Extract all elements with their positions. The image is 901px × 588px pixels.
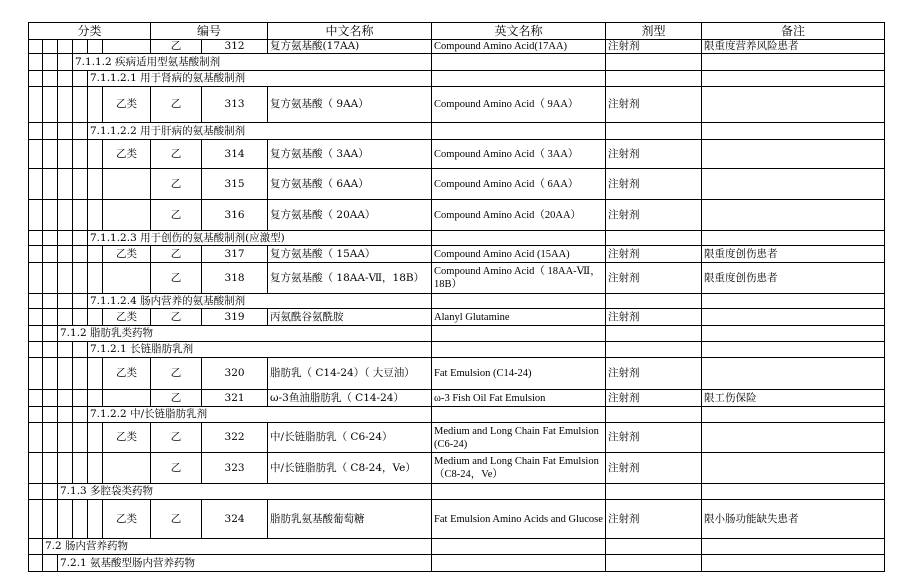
indent-cell (58, 169, 73, 200)
section-row (29, 484, 885, 500)
section-form-cell (432, 555, 606, 572)
section-remark-cell (606, 123, 702, 140)
indent-cell (29, 555, 43, 572)
indent-cell (43, 423, 58, 453)
grade-cell: 乙 (151, 390, 202, 407)
table-row (29, 263, 885, 294)
indent-cell (58, 453, 73, 484)
remark-cell: 限工伤保险 (702, 390, 885, 407)
indent-cell (73, 407, 88, 423)
class-cell: 乙类 (103, 140, 151, 169)
section-blank-cell (702, 231, 885, 246)
section-row (29, 539, 885, 555)
indent-cell (29, 246, 43, 263)
section-row (29, 123, 885, 140)
section-remark-cell (606, 54, 702, 71)
remark-cell: 限重度创伤患者 (702, 263, 885, 294)
remark-cell (702, 423, 885, 453)
class-cell (103, 263, 151, 294)
indent-cell (88, 500, 103, 539)
section-remark-cell (606, 231, 702, 246)
indent-cell (43, 407, 58, 423)
form-cell: 注射剂 (606, 453, 702, 484)
indent-cell (43, 555, 58, 572)
indent-cell (29, 453, 43, 484)
class-cell (103, 453, 151, 484)
indent-cell (29, 407, 43, 423)
section-remark-cell (606, 326, 702, 342)
cn-name-cell: 复方氨基酸（ 15AA） (268, 246, 432, 263)
section-blank-cell (702, 539, 885, 555)
indent-cell (43, 326, 58, 342)
indent-cell (29, 140, 43, 169)
form-cell: 注射剂 (606, 87, 702, 123)
table-row (29, 140, 885, 169)
code-cell: 319 (202, 309, 268, 326)
form-cell: 注射剂 (606, 140, 702, 169)
cn-name-cell: 中/长链脂肪乳（ C6-24） (268, 423, 432, 453)
form-cell: 注射剂 (606, 309, 702, 326)
indent-cell (29, 200, 43, 231)
indent-cell (29, 54, 43, 71)
indent-cell (29, 123, 43, 140)
remark-cell (702, 169, 885, 200)
cn-name-cell: 复方氨基酸（ 3AA） (268, 140, 432, 169)
grade-cell: 乙 (151, 87, 202, 123)
indent-cell (88, 390, 103, 407)
indent-cell (58, 358, 73, 390)
indent-cell (88, 453, 103, 484)
code-cell: 315 (202, 169, 268, 200)
indent-cell (29, 484, 43, 500)
form-cell: 注射剂 (606, 169, 702, 200)
section-title: 7.1.3 多腔袋类药物 (58, 484, 432, 500)
code-cell: 323 (202, 453, 268, 484)
indent-cell (29, 500, 43, 539)
indent-cell (58, 54, 73, 71)
grade-cell: 乙 (151, 423, 202, 453)
code-cell: 318 (202, 263, 268, 294)
cn-name-cell: 复方氨基酸（ 9AA） (268, 87, 432, 123)
section-remark-cell (606, 484, 702, 500)
cn-name-cell: 脂肪乳（ C14-24）（ 大豆油） (268, 358, 432, 390)
grade-cell: 乙 (151, 169, 202, 200)
cn-name-cell: ω-3鱼油脂肪乳（ C14-24） (268, 390, 432, 407)
header-en-name: 英文名称 (432, 23, 606, 40)
grade-cell: 乙 (151, 140, 202, 169)
code-cell: 324 (202, 500, 268, 539)
indent-cell (73, 423, 88, 453)
cn-name-cell: 复方氨基酸（ 18AA-Ⅶ，18B） (268, 263, 432, 294)
indent-cell (73, 246, 88, 263)
class-cell (103, 40, 151, 54)
en-name-cell: Compound Amino Acid (15AA) (432, 246, 606, 263)
indent-cell (29, 358, 43, 390)
code-cell: 322 (202, 423, 268, 453)
class-cell (103, 169, 151, 200)
indent-cell (73, 231, 88, 246)
code-cell: 320 (202, 358, 268, 390)
table-row (29, 358, 885, 390)
table-row (29, 169, 885, 200)
form-cell: 注射剂 (606, 246, 702, 263)
indent-cell (88, 87, 103, 123)
code-cell: 321 (202, 390, 268, 407)
indent-cell (58, 87, 73, 123)
section-title: 7.1.1.2.4 肠内营养的氨基酸制剂 (88, 294, 432, 309)
en-name-cell: Compound Amino Acid（20AA） (432, 200, 606, 231)
indent-cell (43, 294, 58, 309)
indent-cell (73, 123, 88, 140)
indent-cell (73, 453, 88, 484)
cn-name-cell: 复方氨基酸（ 20AA） (268, 200, 432, 231)
indent-cell (73, 71, 88, 87)
section-row (29, 407, 885, 423)
indent-cell (43, 54, 58, 71)
cn-name-cell: 丙氨酰谷氨酰胺 (268, 309, 432, 326)
table-header-row (29, 23, 885, 40)
header-code: 编号 (151, 23, 268, 40)
indent-cell (29, 294, 43, 309)
indent-cell (58, 123, 73, 140)
indent-cell (73, 342, 88, 358)
indent-cell (43, 390, 58, 407)
indent-cell (58, 342, 73, 358)
grade-cell: 乙 (151, 40, 202, 54)
section-form-cell (432, 407, 606, 423)
section-row (29, 294, 885, 309)
drug-list-table (28, 22, 885, 572)
en-name-cell: Alanyl Glutamine (432, 309, 606, 326)
section-title: 7.1.2.1 长链脂肪乳剂 (88, 342, 432, 358)
indent-cell (88, 358, 103, 390)
section-form-cell (432, 539, 606, 555)
indent-cell (43, 200, 58, 231)
class-cell: 乙类 (103, 309, 151, 326)
indent-cell (29, 71, 43, 87)
section-row (29, 555, 885, 572)
class-cell: 乙类 (103, 358, 151, 390)
table-row (29, 40, 885, 54)
section-blank-cell (702, 294, 885, 309)
indent-cell (58, 246, 73, 263)
grade-cell: 乙 (151, 309, 202, 326)
indent-cell (73, 200, 88, 231)
table-row (29, 423, 885, 453)
indent-cell (43, 87, 58, 123)
indent-cell (29, 263, 43, 294)
grade-cell: 乙 (151, 246, 202, 263)
indent-cell (58, 140, 73, 169)
section-blank-cell (702, 342, 885, 358)
remark-cell (702, 200, 885, 231)
indent-cell (88, 200, 103, 231)
en-name-cell: Compound Amino Acid（ 9AA） (432, 87, 606, 123)
indent-cell (58, 200, 73, 231)
section-remark-cell (606, 555, 702, 572)
cn-name-cell: 脂肪乳氨基酸葡萄糖 (268, 500, 432, 539)
table-row (29, 309, 885, 326)
section-title: 7.1.1.2.1 用于肾病的氨基酸制剂 (88, 71, 432, 87)
indent-cell (43, 123, 58, 140)
grade-cell: 乙 (151, 358, 202, 390)
section-row (29, 71, 885, 87)
section-title: 7.1.1.2.2 用于肝病的氨基酸制剂 (88, 123, 432, 140)
indent-cell (73, 263, 88, 294)
indent-cell (43, 263, 58, 294)
header-remark: 备注 (702, 23, 885, 40)
class-cell: 乙类 (103, 500, 151, 539)
indent-cell (58, 407, 73, 423)
form-cell: 注射剂 (606, 263, 702, 294)
table-row (29, 87, 885, 123)
section-blank-cell (702, 326, 885, 342)
indent-cell (58, 294, 73, 309)
section-title: 7.1.2.2 中/长链脂肪乳剂 (88, 407, 432, 423)
section-form-cell (432, 54, 606, 71)
en-name-cell: Compound Amino Acid（ 6AA） (432, 169, 606, 200)
remark-cell: 限小肠功能缺失患者 (702, 500, 885, 539)
class-cell: 乙类 (103, 423, 151, 453)
indent-cell (29, 309, 43, 326)
form-cell: 注射剂 (606, 40, 702, 54)
indent-cell (73, 309, 88, 326)
table-row (29, 390, 885, 407)
table-row (29, 453, 885, 484)
indent-cell (29, 342, 43, 358)
indent-cell (43, 484, 58, 500)
indent-cell (43, 342, 58, 358)
cn-name-cell: 中/长链脂肪乳（ C8-24，Ve） (268, 453, 432, 484)
section-form-cell (432, 71, 606, 87)
indent-cell (58, 309, 73, 326)
remark-cell: 限重度创伤患者 (702, 246, 885, 263)
indent-cell (43, 71, 58, 87)
form-cell: 注射剂 (606, 423, 702, 453)
en-name-cell: ω-3 Fish Oil Fat Emulsion (432, 390, 606, 407)
indent-cell (88, 246, 103, 263)
indent-cell (58, 40, 73, 54)
class-cell (103, 390, 151, 407)
section-remark-cell (606, 342, 702, 358)
section-remark-cell (606, 407, 702, 423)
indent-cell (73, 390, 88, 407)
cn-name-cell: 复方氨基酸（ 6AA） (268, 169, 432, 200)
indent-cell (43, 169, 58, 200)
grade-cell: 乙 (151, 263, 202, 294)
section-remark-cell (606, 71, 702, 87)
indent-cell (73, 140, 88, 169)
class-cell: 乙类 (103, 87, 151, 123)
indent-cell (43, 140, 58, 169)
section-form-cell (432, 231, 606, 246)
indent-cell (73, 358, 88, 390)
indent-cell (29, 539, 43, 555)
section-remark-cell (606, 294, 702, 309)
indent-cell (43, 358, 58, 390)
indent-cell (29, 423, 43, 453)
form-cell: 注射剂 (606, 500, 702, 539)
remark-cell (702, 358, 885, 390)
indent-cell (58, 423, 73, 453)
section-form-cell (432, 123, 606, 140)
indent-cell (58, 390, 73, 407)
grade-cell: 乙 (151, 200, 202, 231)
indent-cell (88, 423, 103, 453)
section-title: 7.1.1.2 疾病适用型氨基酸制剂 (73, 54, 432, 71)
en-name-cell: Fat Emulsion (C14-24) (432, 358, 606, 390)
indent-cell (43, 231, 58, 246)
en-name-cell: Medium and Long Chain Fat Emulsion（C8-24，Ve） (432, 453, 606, 484)
en-name-cell: Compound Amino Acid(17AA) (432, 40, 606, 54)
grade-cell: 乙 (151, 500, 202, 539)
section-blank-cell (702, 123, 885, 140)
header-category: 分类 (29, 23, 151, 40)
section-blank-cell (702, 54, 885, 71)
class-cell: 乙类 (103, 246, 151, 263)
code-cell: 312 (202, 40, 268, 54)
section-remark-cell (606, 539, 702, 555)
section-blank-cell (702, 407, 885, 423)
indent-cell (88, 309, 103, 326)
indent-cell (58, 500, 73, 539)
indent-cell (29, 87, 43, 123)
indent-cell (43, 453, 58, 484)
indent-cell (73, 87, 88, 123)
code-cell: 314 (202, 140, 268, 169)
en-name-cell: Compound Amino Acid（ 3AA） (432, 140, 606, 169)
indent-cell (43, 246, 58, 263)
code-cell: 317 (202, 246, 268, 263)
indent-cell (73, 294, 88, 309)
form-cell: 注射剂 (606, 390, 702, 407)
header-cn-name: 中文名称 (268, 23, 432, 40)
indent-cell (29, 40, 43, 54)
section-blank-cell (702, 555, 885, 572)
section-title: 7.1.1.2.3 用于创伤的氨基酸制剂(应激型) (88, 231, 432, 246)
section-form-cell (432, 326, 606, 342)
remark-cell (702, 453, 885, 484)
grade-cell: 乙 (151, 453, 202, 484)
section-row (29, 326, 885, 342)
indent-cell (43, 40, 58, 54)
indent-cell (73, 169, 88, 200)
en-name-cell: Medium and Long Chain Fat Emulsion (C6-24) (432, 423, 606, 453)
en-name-cell: Fat Emulsion Amino Acids and Glucose (432, 500, 606, 539)
indent-cell (58, 263, 73, 294)
section-form-cell (432, 294, 606, 309)
section-title: 7.1.2 脂肪乳类药物 (58, 326, 432, 342)
section-blank-cell (702, 484, 885, 500)
remark-cell (702, 309, 885, 326)
indent-cell (29, 326, 43, 342)
section-title: 7.2 肠内营养药物 (43, 539, 432, 555)
section-blank-cell (702, 71, 885, 87)
table-row (29, 246, 885, 263)
indent-cell (88, 263, 103, 294)
remark-cell (702, 140, 885, 169)
indent-cell (73, 500, 88, 539)
code-cell: 316 (202, 200, 268, 231)
section-row (29, 54, 885, 71)
indent-cell (58, 231, 73, 246)
class-cell (103, 200, 151, 231)
indent-cell (29, 390, 43, 407)
indent-cell (88, 40, 103, 54)
indent-cell (88, 140, 103, 169)
form-cell: 注射剂 (606, 358, 702, 390)
remark-cell (702, 87, 885, 123)
indent-cell (29, 169, 43, 200)
indent-cell (43, 309, 58, 326)
indent-cell (43, 500, 58, 539)
section-row (29, 231, 885, 246)
cn-name-cell: 复方氨基酸(17AA) (268, 40, 432, 54)
section-row (29, 342, 885, 358)
section-title: 7.2.1 氨基酸型肠内营养药物 (58, 555, 432, 572)
section-form-cell (432, 484, 606, 500)
table-row (29, 500, 885, 539)
form-cell: 注射剂 (606, 200, 702, 231)
indent-cell (58, 71, 73, 87)
section-form-cell (432, 342, 606, 358)
indent-cell (29, 231, 43, 246)
en-name-cell: Compound Amino Acid（ 18AA-Ⅶ，18B） (432, 263, 606, 294)
remark-cell: 限重度营养风险患者 (702, 40, 885, 54)
header-form: 剂型 (606, 23, 702, 40)
indent-cell (88, 169, 103, 200)
indent-cell (73, 40, 88, 54)
table-row (29, 200, 885, 231)
code-cell: 313 (202, 87, 268, 123)
